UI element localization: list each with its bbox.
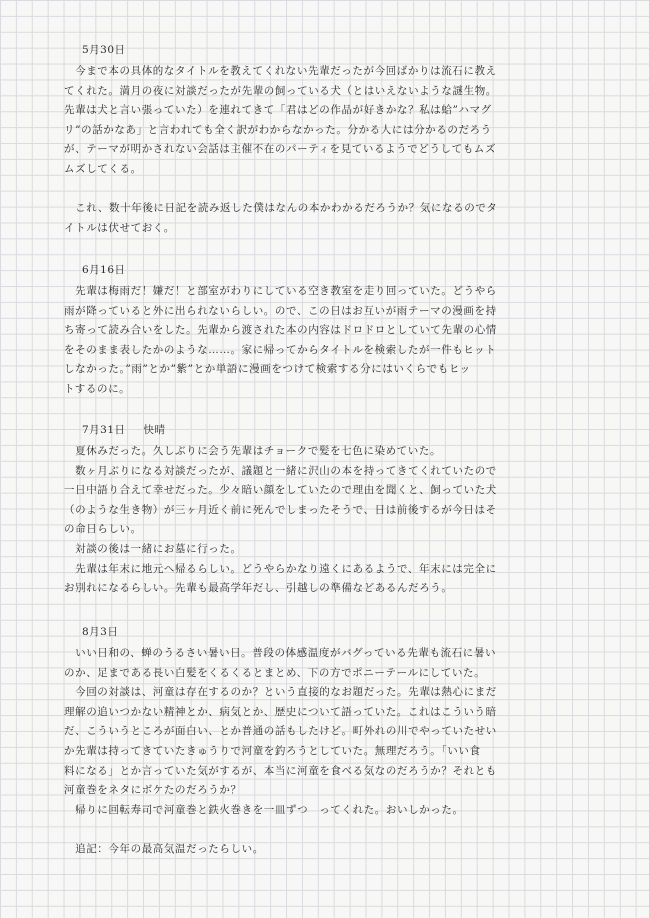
- body-line: 先輩は犬と言い張っていた）を連れてきて「君はどの作品が好きかな？私は蛤”ハマグ: [64, 104, 492, 117]
- date-text: 6月16日: [82, 264, 126, 276]
- body-line: 雨が降っていると外に出られないらしい。ので、この日はお互いが雨テーマの漫画を持: [64, 304, 497, 317]
- weather-text: 快晴: [143, 424, 166, 436]
- body-line: 追記：今年の最高気温だったらしい。: [64, 842, 264, 855]
- body-line: リ”の話かなあ」と言われても全く訳がわからなかった。分かる人には分かるのだろう: [64, 123, 492, 136]
- body-line: [64, 180, 584, 200]
- body-line: いい日和の、蝉のうるさい暑い日。普段の体感温度がバグっている先輩も流石に暑い: [64, 647, 497, 659]
- body-line: 河童巻をネタにボケたのだろうか？: [64, 784, 242, 797]
- body-line: 料になる」とか言っていた気がするが、本当に河童を食べる気なのだろうか？それとも: [64, 764, 497, 777]
- diary-entry-may-30: [64, 38, 584, 238]
- date-text: 7月31日: [82, 424, 126, 436]
- body-line: のか、足まである長い白髪をくるくるとまとめ、下の方でポニーテールにしていた。: [64, 666, 486, 679]
- body-line: しなかった。”雨”とか”紫”とか単語に漫画をつけて検索する分にはいくらでもヒッ: [64, 363, 471, 376]
- body-line: をそのまま表したかのような……。家に帰ってからタイトルを検索したが一件もヒット: [64, 343, 497, 356]
- body-line: 夏休みだった。久しぶりに会う先輩はチョークで髪を七色に染めていた。: [64, 445, 442, 457]
- body-line: か先輩は持ってきていたきゅうりで河童を釣ろうとしていた。無理だろう。「いい食: [64, 744, 481, 757]
- body-line: 先輩は年末に地元へ帰るらしい。どうやらかなり遠くにあるようで、年末には完全に: [64, 562, 497, 575]
- body-line: 理解の追いつかない精神とか、病気とか、歴史について語っていた。これはこういう暗: [64, 705, 497, 718]
- body-line: これ、数十年後に日記を読み返した僕はなんの本かわかるだろうか？気になるのでタ: [64, 202, 498, 215]
- body-line: 先輩は梅雨だ！嫌だ！と部室がわりにしている空き教室を走り回っていた。どうやら: [64, 285, 497, 297]
- date-text: 5月30日: [82, 44, 126, 56]
- body-line: 対談の後は一緒にお墓に行った。: [64, 542, 242, 555]
- date-text: 8月3日: [82, 626, 119, 638]
- body-line: の命日らしい。: [64, 523, 142, 536]
- body-line: てくれた。満月の夜に対談だったが先輩の飼っている犬（とはいえないような謎生物。: [64, 84, 497, 97]
- entry-date: [82, 418, 584, 442]
- entry-body: [64, 442, 584, 599]
- diary-entry-august-3: [64, 620, 584, 860]
- body-line: 今回の対談は、河童は存在するのか？という直接的なお題だった。先輩は熱心にまだ: [64, 686, 497, 699]
- entry-date: [82, 38, 584, 62]
- body-line: ち寄って読み合いをした。先輩から渡された本の内容はドロドロとしていて先輩の心情: [64, 324, 497, 337]
- diary-entry-july-31: [64, 418, 584, 599]
- entry-body: [64, 644, 584, 860]
- body-line: 今まで本の具体的なタイトルを教えてくれない先輩だったが今回ばかりは流石に教え: [64, 65, 497, 77]
- body-line: イトルは伏せておく。: [64, 221, 175, 234]
- entry-body: [64, 62, 584, 238]
- body-line: （のような生き物）が三ヶ月近く前に死んでしまったそうで、日は前後するが今日はそ: [64, 503, 497, 516]
- body-line: [64, 820, 584, 840]
- body-line: 数ヶ月ぶりになる対談だったが、議題と一緒に沢山の本を持ってきてくれていたので: [64, 464, 497, 477]
- body-line: トするのに。: [64, 382, 131, 395]
- body-line: お別れになるらしい。先輩も最高学年だし、引越しの準備などあるんだろう。: [64, 582, 453, 595]
- body-line: が、テーマが明かされない会話は主催不在のパーティを見ているようでどうしてもムズ: [64, 143, 497, 156]
- entry-date: [82, 258, 584, 282]
- body-line: 一日中語り合えて幸せだった。少々暗い顔をしていたので理由を聞くと、飼っていた犬: [64, 484, 497, 497]
- entry-date: [82, 620, 584, 644]
- diary-entry-june-16: [64, 258, 584, 400]
- entry-body: [64, 282, 584, 400]
- body-line: ムズしてくる。: [64, 162, 142, 175]
- body-line: 帰りに回転寿司で河童巻と鉄火巻きを一皿ずつ ってくれた。おいしかった。: [64, 803, 464, 816]
- body-line: だ、こういうところが面白い、とか普通の話もしたけど。町外れの川でやっていたせい: [64, 725, 497, 738]
